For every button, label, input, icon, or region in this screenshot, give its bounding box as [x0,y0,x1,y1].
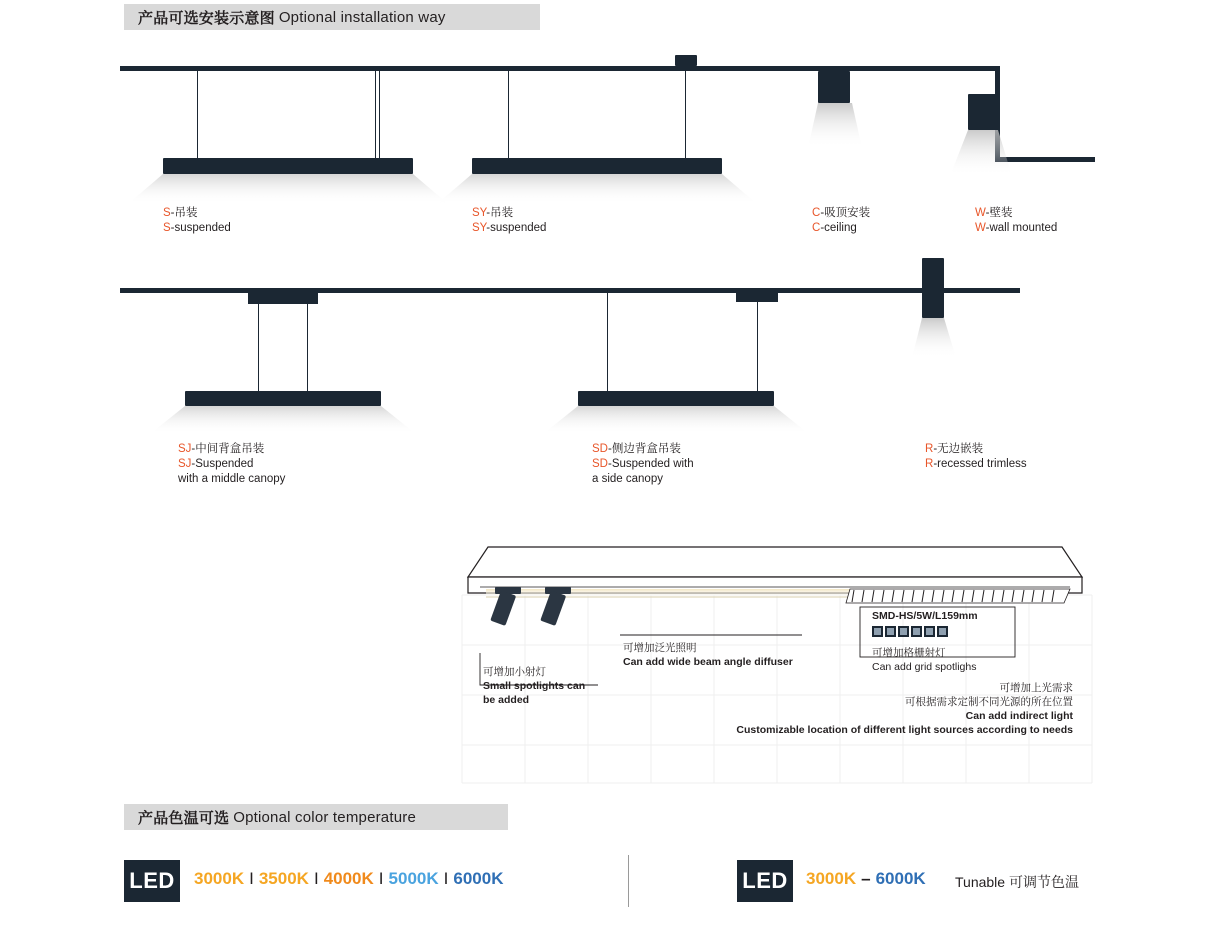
callout-diffuser-cn: 可增加泛光照明 [623,642,697,654]
led-badge-left: LED [124,860,180,902]
label-s-code-en: S [163,222,171,234]
fixture-c-ceiling [818,71,850,103]
canopy-sd-side [736,288,778,302]
fixture-sy-suspended [472,158,722,174]
suspension-cable-sj-right [307,304,308,392]
label-s-en: -suspended [170,222,231,234]
light-cone-w [950,130,1012,176]
suspension-cable-sd-right [757,302,758,391]
label-r-en: -recessed trimless [933,458,1027,470]
cct-separator: I [313,869,319,888]
callout-grid-cn: 可增加格栅射灯 [872,647,946,659]
fixture-w-wall [968,94,998,130]
grid-chip [898,626,909,637]
callout-indirect-cn1: 可增加上光需求 [999,682,1073,694]
label-sd-extra: a side canopy [592,473,663,485]
suspension-cable-sy-right [685,71,686,159]
label-c-cn: -吸顶安装 [820,207,871,219]
suspension-cable-sj-left [258,304,259,392]
label-r-code: R [925,443,934,455]
suspension-cable-s-left [197,71,198,159]
label-w-wall [975,206,1057,236]
cct-separator: I [378,869,384,888]
label-r-cn: -无边嵌装 [933,443,984,455]
suspension-cable-s-right [375,71,376,159]
label-sd-suspended [592,442,694,487]
label-s-cn: -吊装 [170,207,198,219]
label-sj-extra: with a middle canopy [178,473,286,485]
led-badge-right: LED [737,860,793,902]
callout-diffuser-en: Can add wide beam angle diffuser [623,656,793,668]
fixture-sj-suspended [185,391,381,406]
label-w-code-en: W [975,222,986,234]
light-cone-sj [150,406,416,434]
callout-indirect-en1: Can add indirect light [965,710,1073,722]
suspension-cable-sy-left [508,71,509,159]
light-cone-sy [437,174,757,204]
callout-grid [872,646,976,674]
fixture-s-suspended [163,158,413,174]
cct-value-3500k: 3500K [258,869,309,888]
callout-diffuser [623,641,793,669]
callout-grid-spec: SMD-HS/5W/L159mm [872,610,978,622]
callout-indirect-cn2: 可根据需求定制不同光源的所在位置 [905,696,1073,708]
section-header-installation-cn: 产品可选安装示意图 [138,9,275,27]
section-header-installation-en: Optional installation way [278,8,446,26]
suspension-cable-s-right2 [379,71,380,159]
callout-spotlights-cn: 可增加小射灯 [483,666,546,678]
callout-grid-en: Can add grid spotlighs [872,661,977,673]
label-sy-cn: -吊装 [486,207,514,219]
cct-tunable-dash: – [861,869,871,888]
label-c-code-en: C [812,222,821,234]
section-header-cct-en: Optional color temperature [233,808,416,826]
label-sd-code-en: SD [592,458,608,470]
section-header-installation [124,4,540,30]
label-c-ceiling [812,206,870,236]
callout-indirect-en2: Customizable location of different light sources according to needs [736,724,1073,736]
grid-chip [885,626,896,637]
label-c-code: C [812,207,821,219]
cct-value-5000k: 5000K [388,869,439,888]
label-sj-en: -Suspended [191,458,254,470]
label-sd-en: -Suspended with [607,458,694,470]
cct-list [194,869,503,889]
grid-chip [872,626,883,637]
label-sd-cn: -侧边背盒吊装 [607,443,681,455]
light-cone-s [128,174,448,204]
label-s-suspended [163,206,231,236]
label-s-code: S [163,207,171,219]
callout-spotlights-en1: Small spotlights can [483,680,586,692]
cct-tunable-to: 6000K [875,869,926,888]
label-sj-code-en: SJ [178,458,192,470]
cct-separator: I [443,869,449,888]
cct-tunable-range [806,869,926,889]
label-sy-suspended [472,206,546,236]
suspension-cable-sd-left [607,293,608,391]
section-header-cct [124,804,508,830]
canopy-sy-top [675,55,697,66]
light-cone-r [912,318,956,358]
label-sy-en: -suspended [486,222,547,234]
grid-chip [924,626,935,637]
cct-tunable-from: 3000K [806,869,857,888]
cct-divider [628,855,629,907]
label-sj-code: SJ [178,443,192,455]
grid-chip [911,626,922,637]
grid-chip [937,626,948,637]
canopy-sj-middle [248,288,318,304]
label-sd-code: SD [592,443,608,455]
label-r-recessed [925,442,1027,472]
light-cone-c [808,103,862,148]
section-header-cct-cn: 产品色温可选 [138,809,230,827]
label-sy-code: SY [472,207,487,219]
ceiling-line-row1 [120,66,1000,71]
cct-value-4000k: 4000K [323,869,374,888]
cct-value-6000k: 6000K [453,869,504,888]
fixture-r-recessed [922,258,944,318]
light-cone-sd [543,406,809,434]
grid-spotlight-chips [872,626,948,637]
label-sj-suspended [178,442,285,487]
fixture-sd-suspended [578,391,774,406]
label-w-en: -wall mounted [985,222,1058,234]
cct-tunable-label: Tunable 可调节色温 [955,874,1079,890]
label-r-code-en: R [925,458,934,470]
cct-separator: I [249,869,254,888]
callout-indirect [0,681,1073,737]
label-w-cn: -壁装 [985,207,1013,219]
label-sy-code-en: SY [472,222,487,234]
label-sj-cn: -中间背盒吊装 [191,443,265,455]
label-w-code: W [975,207,986,219]
cct-value-3000k: 3000K [194,869,245,888]
label-c-en: -ceiling [820,222,857,234]
callout-spotlights-en2: be added [483,694,530,706]
